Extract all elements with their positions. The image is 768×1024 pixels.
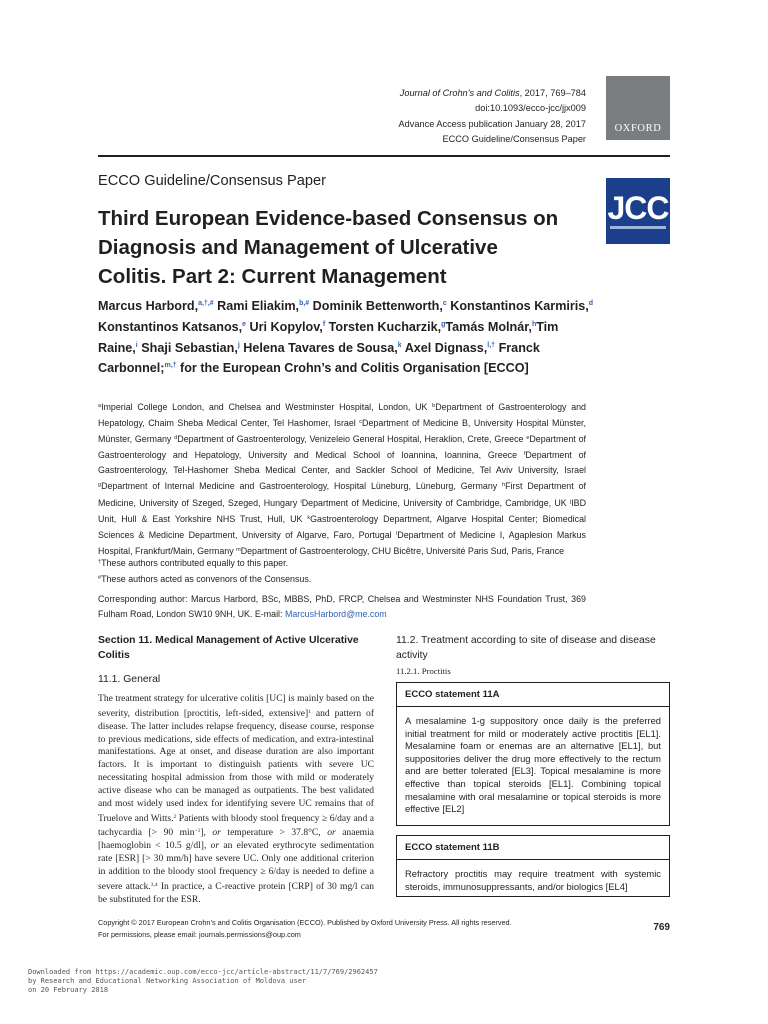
statement-label: ECCO statement 11B (397, 836, 669, 860)
affiliation-text: Department of Gastroenterology and Hepatology, Chaim Sheba Medical Center, Tel Hashomer, Israel (98, 402, 586, 429)
section-11-1-body (98, 693, 374, 907)
affiliation-marker: b (432, 403, 436, 409)
author-affiliation-marker: g (441, 320, 446, 328)
footer-copyright (98, 917, 578, 942)
citation-marker: 1 (308, 708, 311, 715)
left-column (98, 633, 374, 907)
permissions-text: For permissions, please email: journals.permissions@oup.com (98, 930, 301, 940)
author-affiliation-marker: h (531, 320, 537, 328)
author-name: Rami Eliakim, (213, 299, 300, 313)
ecco-statement-box (396, 682, 670, 826)
italic-text-run: or (210, 840, 220, 852)
body-text-run: Patients with bloody stool frequency ≥ 6/day and a tachycardia [> 90 min (98, 812, 374, 839)
author-name: Shaji Sebastian, (137, 340, 238, 355)
note-text: These authors contributed equally to this paper. (101, 558, 289, 568)
author-affiliation-marker: j (237, 341, 240, 349)
article-type: ECCO Guideline/Consensus Paper (442, 134, 586, 145)
download-note: Downloaded from https://academic.oup.com/ecco-jcc/article-abstract/11/7/769/2962457 by Research and Educational Networking Association of Moldova user on 20 February 2018 (28, 968, 378, 994)
copyright-text: Copyright © 2017 European Crohn’s and Colitis Organisation (ECCO). Published by Oxford University Press. All rights reserved. (98, 918, 512, 927)
jcc-logo-text: JCC (607, 190, 669, 226)
journal-name: Journal of Crohn’s and Colitis (399, 88, 520, 98)
affiliation-text: Department of Medicine, University of Cambridge, Cambridge, UK (301, 497, 570, 508)
affiliation-marker: e (526, 435, 530, 442)
oxford-logo-text: OXFORD (614, 123, 662, 134)
section-11-heading: Section 11. Medical Management of Active Ulcerative Colitis (98, 635, 359, 661)
body-text-run: temperature > 37.8°C, (220, 827, 328, 839)
affiliation-text: Department of Internal Medicine and Gastroenterology, Hospital Lüneburg, Lüneburg, Germany (101, 481, 503, 492)
author-affiliation-marker: b,# (299, 300, 310, 307)
affiliation-marker: j (569, 498, 572, 505)
affiliation-marker: f (523, 451, 526, 458)
author-affiliation-marker: d (588, 300, 594, 307)
italic-text-run: or (212, 827, 221, 839)
affiliation-marker: k (307, 514, 311, 521)
author-affiliation-marker: e (242, 320, 247, 328)
affiliation-marker: h (502, 482, 506, 489)
header-divider (98, 155, 670, 157)
note-marker: # (98, 575, 102, 581)
affiliation-marker: i (300, 498, 302, 505)
citation-marker: 3,4 (150, 881, 158, 888)
advance-access: Advance Access publication January 28, 2017 (398, 118, 586, 129)
author-name: for the European Crohn’s and Colitis Organisation [ECCO] (176, 361, 529, 376)
affiliation-text: Department of Gastroenterology, Tel-Hashomer Sheba Medical Center, and Sackler School of Medicine, Tel Aviv University, Israel (98, 450, 586, 476)
affiliation-marker: g (98, 482, 102, 489)
citation-marker: −1 (194, 828, 201, 835)
author-name: Axel Dignass, (401, 340, 488, 355)
paper-title: Third European Evidence-based Consensus on Diagnosis and Management of Ulcerative Colitis. Part 2: Current Management (98, 207, 559, 288)
body-text-run: In practice, a C-reactive protein [CRP] of 30 mg/l can be substituted for the ESR. (98, 880, 374, 905)
right-column (396, 633, 670, 677)
paper-type: ECCO Guideline/Consensus Paper (98, 173, 326, 189)
author-name: Konstantinos Katsanos, (98, 319, 243, 334)
author-name: Torsten Kucharzik, (325, 319, 442, 334)
statement-text: Refractory proctitis may require treatment with systemic steroids, immunosuppressants, and/or biologics [EL4] (405, 868, 661, 892)
note-marker: † (98, 559, 102, 565)
corresponding-text: Corresponding author: Marcus Harbord, BSc, MBBS, PhD, FRCP, Chelsea and Westminster NHS Foundation Trust, 369 Fulham Road, London SW10 9NH, UK. E-mail: (98, 594, 586, 620)
italic-text-run: or (327, 827, 336, 839)
affiliation-text: First Department of Medicine, University of Szeged, Szeged, Hungary (98, 481, 586, 508)
author-notes (98, 555, 586, 587)
affiliation-text: Department of Gastroenterology and Hepatology, University and Medical School of Ioannina, Ioannina, Greece (98, 434, 586, 461)
subsection-11-1-heading: 11.1. General (98, 674, 161, 685)
note-text: These authors acted as convenors of the Consensus. (101, 574, 312, 584)
author-affiliation-marker: i (135, 341, 138, 349)
author-name: Helena Tavares de Sousa, (239, 340, 398, 355)
affiliation-text: Gastroenterology Department, Algarve Hospital Center; Biomedical Sciences & Medicine Department, University of Algarve, Faro, Portugal (98, 513, 586, 540)
citation-marker: 2 (173, 813, 177, 820)
body-text-run: anaemia [haemoglobin < 10.5 g/dl], (98, 827, 374, 852)
corresponding-author (98, 592, 586, 622)
affiliation-text: Department of Gastroenterology, Venizeleio General Hospital, Heraklion, Crete, Greece (177, 434, 527, 445)
affiliation-text: IBD Unit, Hull & East Yorkshire NHS Trust, Hull, UK (98, 497, 586, 524)
statement-label: ECCO statement 11A (397, 683, 669, 707)
author-affiliation-marker: a,†,# (198, 300, 214, 307)
body-text-run: ], (200, 827, 213, 839)
author-affiliation-marker: l,† (487, 341, 496, 349)
oxford-logo (606, 76, 670, 140)
body-text-run: an elevated erythrocyte sedimentation rate [ESR] [> 30 mm/h] have severe UC. Only one additional criterion in addition to the bloody stool frequency ≥ 6/day is needed to define a severe attack. (98, 840, 374, 892)
author-note (98, 555, 586, 571)
affiliation-marker: d (174, 435, 178, 442)
jcc-logo-bar (610, 226, 666, 229)
affiliation-text: Department of Medicine I, Agaplesion Markus Hospital, Frankfurt/Main, Germany (98, 529, 586, 556)
author-affiliation-marker: c (442, 300, 447, 307)
statement-text: A mesalamine 1-g suppository once daily is the preferred initial treatment for mild or moderately active proctitis [EL1]. Mesalamine foam or enemas are an alternative [EL1], but suppositories deliver the drug more effectively to the rectum and are better tolerated [EL3]. Topical mesalamine is more effective than topical steroids [EL1]. Combining topical mesalamine with oral mesalamine or topical steroids is more effective [EL2] (405, 715, 661, 815)
author-name: Marcus Harbord, (98, 299, 199, 313)
subsection-11-2-1-heading: 11.2.1. Proctitis (396, 666, 451, 676)
author-affiliation-marker: m,† (164, 362, 177, 370)
affiliation-marker: m (236, 546, 241, 553)
author-name: Dominik Bettenworth, (309, 299, 443, 313)
affiliation-text: Imperial College London, and Chelsea and Westminster Hospital, London, UK (101, 402, 433, 412)
body-text-run: and pattern of disease. The latter includes relapse frequency, disease course, response to previous medications, side effects of medication, and extra-intestinal manifestations. Age at onset, and disease duration are also important factors. It is important to distinguish patients with severe UC necessitating hospital admission from those with mild or moderately active disease who can be managed as outpatients. The best validated and most widely used index for identifying severe UC remains that of Truelove and Witts. (98, 707, 374, 824)
author-name: Tim Raine, (98, 319, 559, 355)
journal-citation-line (300, 86, 586, 101)
affiliation-marker: l (396, 530, 398, 537)
section-11-2-heading: 11.2. Treatment according to site of disease and disease activity (396, 635, 656, 661)
author-name: Uri Kopylov, (246, 319, 323, 334)
author-affiliation-marker: f (322, 320, 326, 328)
ecco-statement-box (396, 835, 670, 897)
affiliations (98, 399, 586, 559)
doi: doi:10.1093/ecco-jcc/jjx009 (475, 103, 586, 114)
journal-meta (300, 86, 586, 148)
corresponding-email-link[interactable]: MarcusHarbord@me.com (284, 609, 387, 620)
author-name: Tamás Molnár, (445, 319, 532, 334)
page-number: 769 (653, 922, 670, 933)
affiliation-marker: c (359, 419, 363, 426)
journal-citation: , 2017, 769–784 (519, 88, 586, 98)
jcc-logo (606, 178, 670, 244)
author-affiliation-marker: k (397, 341, 402, 349)
author-note (98, 571, 586, 587)
author-name: Konstantinos Karmiris, (446, 299, 589, 313)
affiliation-text: Department of Gastroenterology, CHU Bicêtre, Université Paris Sud, Paris, France (240, 545, 565, 556)
affiliation-text: Department of Medicine B, University Hospital Münster, Münster, Germany (98, 418, 586, 445)
author-name: Franck Carbonnel; (98, 340, 540, 376)
body-text-run: The treatment strategy for ulcerative colitis [UC] is mainly based on the severity, distribution [proctitis, left-sided, extensive] (98, 693, 374, 719)
author-list (98, 295, 598, 378)
affiliation-marker: a (98, 403, 102, 409)
